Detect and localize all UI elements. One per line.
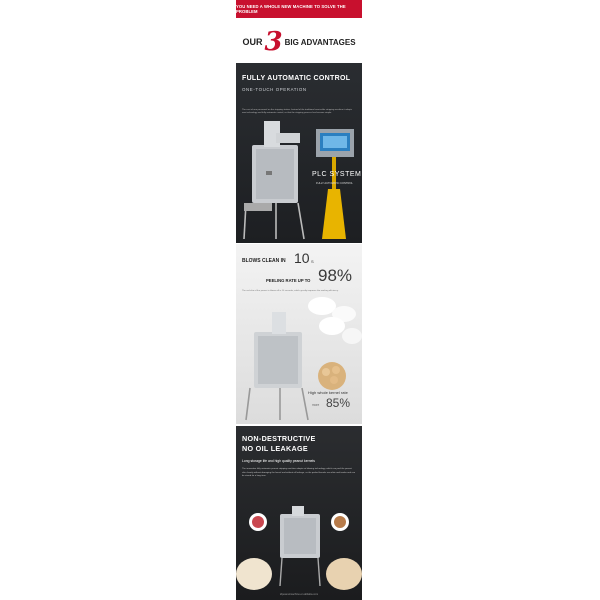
blows-value: 10 (294, 250, 310, 266)
advantages-prefix: OUR (242, 37, 263, 47)
panel1-subtitle: ONE-TOUCH OPERATION (242, 87, 307, 92)
advantages-suffix: BIG ADVANTAGES (284, 37, 356, 47)
plc-title: PLC SYSTEM (312, 171, 362, 178)
panel2-description: The red skin of the peanut is blown off in 10 seconds, which greatly improves the working efficiency. (242, 290, 339, 292)
panel3-title-line1: NON-DESTRUCTIVE (242, 434, 316, 443)
panel3-description: The innovative fully automatic peanut stripping machine adopts air blowing technology, which can peel the peanut skin cleanly without damaging the kernel and without oil leakage, so the peeled kernels are white and tender and can be stored for a long time. (242, 468, 356, 478)
peeling-rate-panel (236, 244, 362, 424)
advantages-heading (236, 24, 362, 60)
kernel-value: 85% (326, 396, 351, 410)
store-url: tdpeanutmachine.en.alibaba.com (279, 593, 319, 596)
kernel-prefix: more (312, 403, 320, 407)
advantages-number: 3 (264, 27, 283, 57)
banner-text: YOU NEED A WHOLE NEW MACHINE TO SOLVE THE PROBLEM (236, 4, 346, 14)
peeling-value: 98% (318, 266, 353, 285)
kernel-label: High whole kernel rate (308, 390, 348, 395)
panel3-title (242, 434, 316, 454)
panel1-description: The cost of one personnel on the stripping station. Instead of the traditional semi-roller stripping machine it adopts new technology and fully automatic control, so that the stripping process has become simple. (242, 109, 352, 115)
top-banner (236, 0, 362, 18)
panel1-title: FULLY AUTOMATIC CONTROL (242, 75, 351, 82)
panel3-lead: Long storage life and high quality peanut kernels (242, 459, 315, 463)
blows-unit: S (311, 259, 314, 264)
panel3-title-line2: NO OIL LEAKAGE (242, 444, 308, 453)
plc-subtitle: FULLY AUTOMATIC CONTROL (316, 182, 353, 185)
automatic-control-panel (236, 63, 362, 243)
non-destructive-panel (236, 426, 362, 600)
blows-label: BLOWS CLEAN IN (242, 258, 286, 264)
peeling-label: PEELING RATE UP TO (266, 278, 311, 283)
